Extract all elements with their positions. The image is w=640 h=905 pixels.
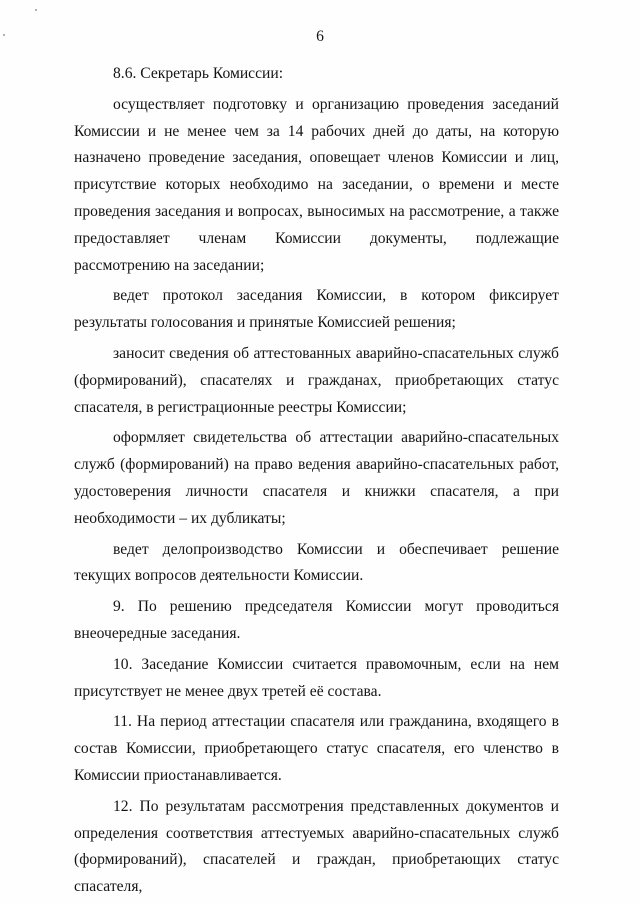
document-body — [74, 61, 559, 901]
paragraph-12: 12. По результатам рассмотрения представленных документов и определения соответствия аттестуемых аварийно-спасательных служб (формирований), спасателей и граждан, приобретающих статус спасателя, — [74, 797, 559, 896]
paragraph-duty-certificates: оформляет свидетельства об аттестации аварийно-спасательных служб (формирований) на право ведения аварийно-спасательных работ, удостоверения личности спасателя и книжки спасателя, а при необходимости – их дубликаты; — [74, 429, 559, 527]
paragraph-8-6-heading: 8.6. Секретарь Комиссии: — [113, 65, 284, 82]
scan-speck — [35, 9, 37, 11]
paragraph-duty-records: ведет делопроизводство Комиссии и обеспечивает решение текущих вопросов деятельности Комиссии. — [74, 540, 559, 585]
paragraph-duty-preparation: осуществляет подготовку и организацию проведения заседаний Комиссии и не менее чем за 14 рабочих дней до даты, на которую назначено проведение заседания, оповещает членов Комиссии и лиц, присутствие которых необходимо на заседании, о времени и месте проведения заседания и вопросах, выносимых на рассмотрение, а также предоставляет членам Комиссии документы, подлежащие рассмотрению на заседании; — [74, 95, 559, 274]
paragraph-9: 9. По решению председателя Комиссии могут проводиться внеочередные заседания. — [74, 598, 559, 642]
page-number: 6 — [316, 28, 324, 45]
paragraph-10: 10. Заседание Комиссии считается правомочным, если на нем присутствует не менее двух третей её состава. — [74, 655, 559, 700]
paragraph-duty-protocol: ведет протокол заседания Комиссии, в котором фиксирует результаты голосования и принятые Комиссией решения; — [74, 287, 559, 332]
paragraph-duty-registry: заносит сведения об аттестованных аварийно-спасательных служб (формирований), спасателях и гражданах, приобретающих статус спасателя, в регистрационные реестры Комиссии; — [74, 344, 559, 416]
paragraph-11: 11. На период аттестации спасателя или гражданина, входящего в состав Комиссии, приобретающего статус спасателя, его членство в Комиссии приостанавливается. — [74, 713, 559, 784]
